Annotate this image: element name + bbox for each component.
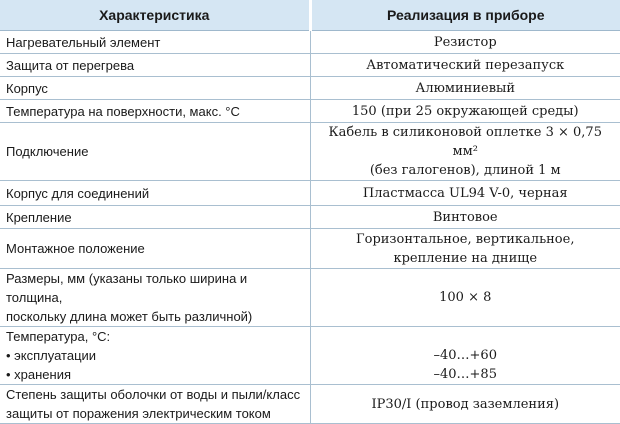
table-row bbox=[0, 269, 620, 327]
header-implementation: Реализация в приборе bbox=[310, 0, 620, 31]
implementation-cell bbox=[310, 31, 620, 54]
characteristic-cell bbox=[0, 269, 310, 327]
implementation-cell bbox=[310, 206, 620, 229]
characteristic-line: • хранения bbox=[6, 367, 72, 382]
characteristic-line: Корпус bbox=[6, 80, 48, 96]
table-row bbox=[0, 77, 620, 100]
implementation-line bbox=[317, 327, 615, 346]
characteristic-line: Монтажное положение bbox=[6, 241, 145, 256]
characteristic-line: Размеры, мм (указаны только ширина и толщина, bbox=[6, 271, 248, 305]
implementation-cell bbox=[310, 181, 620, 206]
header-characteristic: Характеристика bbox=[0, 0, 310, 31]
table-row bbox=[0, 123, 620, 181]
header-row bbox=[0, 0, 620, 31]
characteristic-cell bbox=[0, 31, 310, 54]
implementation-cell bbox=[310, 269, 620, 327]
characteristic-line: поскольку длина может быть различной) bbox=[6, 309, 253, 324]
characteristic-line: защиты от поражения электрическим током bbox=[6, 406, 271, 421]
table-row bbox=[0, 229, 620, 269]
characteristic-cell bbox=[0, 123, 310, 181]
implementation-cell bbox=[310, 100, 620, 123]
implementation-cell bbox=[310, 54, 620, 77]
characteristic-line: • эксплуатации bbox=[6, 348, 97, 363]
characteristic-cell bbox=[0, 206, 310, 229]
implementation-line: Резистор bbox=[433, 34, 497, 50]
implementation-line: –40…+60 bbox=[433, 348, 497, 363]
implementation-line: (без галогенов), длиной 1 м bbox=[369, 163, 561, 178]
implementation-line: Кабель в силиконовой оплетке 3 × 0,75 мм² bbox=[328, 125, 602, 159]
implementation-line: крепление на днище bbox=[393, 250, 538, 266]
implementation-line: –40…+85 bbox=[433, 367, 497, 382]
characteristic-line: Температура, °С: bbox=[6, 329, 111, 344]
implementation-cell bbox=[310, 327, 620, 385]
implementation-line: 150 (при 25 окружающей среды) bbox=[351, 103, 579, 119]
characteristic-cell bbox=[0, 385, 310, 424]
table-row bbox=[0, 385, 620, 424]
table-row bbox=[0, 100, 620, 123]
implementation-cell bbox=[310, 77, 620, 100]
characteristic-line: Крепление bbox=[6, 209, 72, 225]
characteristic-line: Корпус для соединений bbox=[6, 185, 150, 201]
table-header bbox=[0, 0, 620, 31]
implementation-line: 100 × 8 bbox=[439, 290, 492, 305]
implementation-line: Алюминиевый bbox=[415, 80, 516, 96]
implementation-cell bbox=[310, 123, 620, 181]
characteristic-line: Подключение bbox=[6, 144, 89, 159]
implementation-cell bbox=[310, 229, 620, 269]
table-row bbox=[0, 206, 620, 229]
characteristic-line: Защита от перегрева bbox=[6, 57, 135, 73]
table-row bbox=[0, 181, 620, 206]
table-row bbox=[0, 327, 620, 385]
characteristic-cell bbox=[0, 327, 310, 385]
characteristic-line: Температура на поверхности, макс. °С bbox=[6, 103, 240, 119]
implementation-line: IP30/I (провод заземления) bbox=[371, 396, 560, 412]
characteristic-cell bbox=[0, 229, 310, 269]
implementation-line: Пластмасса UL94 V-0, черная bbox=[362, 185, 568, 201]
implementation-line: Автоматический перезапуск bbox=[366, 57, 565, 73]
characteristic-cell bbox=[0, 181, 310, 206]
characteristic-cell bbox=[0, 54, 310, 77]
implementation-line: Винтовое bbox=[432, 209, 498, 225]
table-body bbox=[0, 31, 620, 424]
characteristic-cell bbox=[0, 77, 310, 100]
characteristic-line: Степень защиты оболочки от воды и пыли/класс bbox=[6, 387, 301, 402]
implementation-line: Горизонтальное, вертикальное, bbox=[356, 231, 575, 247]
table-row bbox=[0, 31, 620, 54]
characteristic-cell bbox=[0, 100, 310, 123]
characteristic-line: Нагревательный элемент bbox=[6, 34, 161, 50]
table-row bbox=[0, 54, 620, 77]
implementation-cell bbox=[310, 385, 620, 424]
